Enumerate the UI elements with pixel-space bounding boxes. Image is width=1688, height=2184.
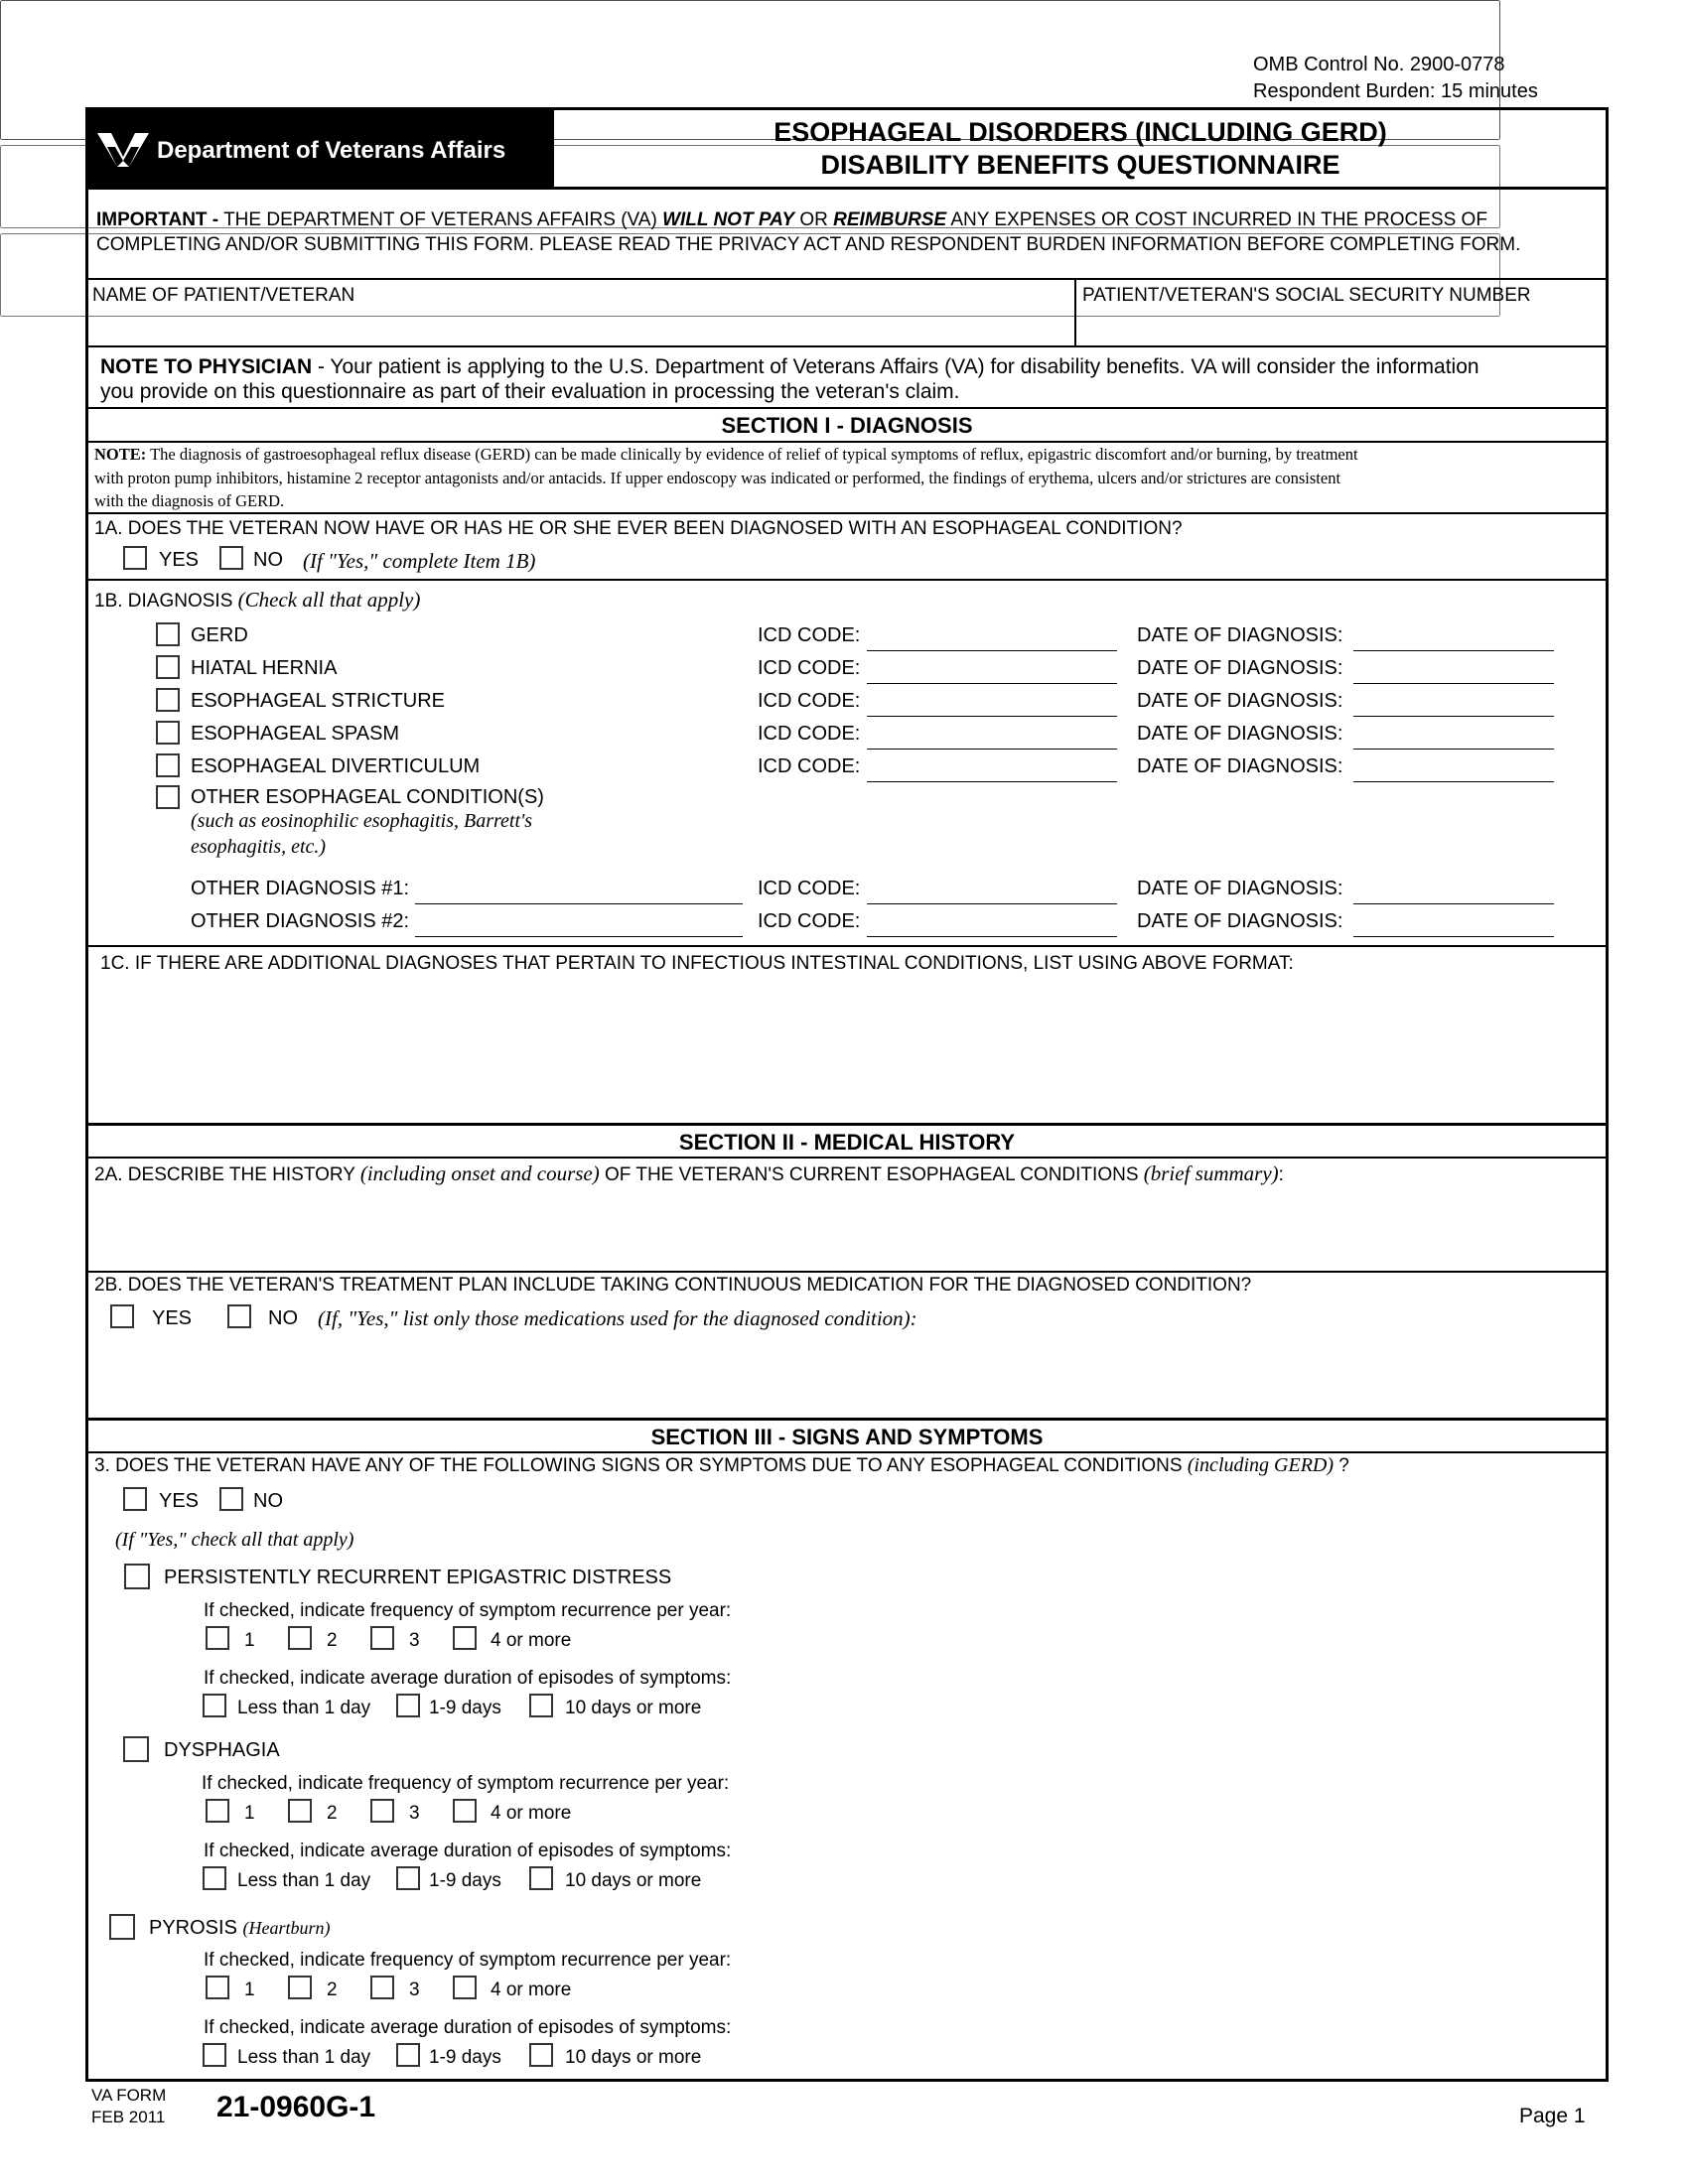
q2a-hint1: (including onset and course) [359,1161,600,1185]
pyrosis-freq-3-checkbox[interactable] [370,1976,394,1999]
q1b-hint: (Check all that apply) [237,588,421,612]
other-dx1-label: OTHER DIAGNOSIS #1: [191,878,410,899]
pyrosis-dur-lt1-label: Less than 1 day [237,2047,371,2068]
epigastric-freq-4-label: 4 or more [491,1630,572,1651]
dx-stricture-label: ESOPHAGEAL STRICTURE [191,690,445,712]
epigastric-freq-2-checkbox[interactable] [288,1626,312,1650]
important-text-3: ANY EXPENSES OR COST INCURRED IN THE PROCESS OF [946,209,1487,230]
pyrosis-hint: (Heartburn) [242,1918,331,1938]
pyrosis-freq-2-label: 2 [327,1979,338,2000]
symptom-dysphagia-checkbox[interactable] [123,1736,149,1762]
important-notice [96,209,1487,231]
q1b-lead: 1B. DIAGNOSIS [94,591,238,612]
other-dx1-date-field[interactable] [1353,903,1554,904]
patient-name-input[interactable] [92,311,1069,342]
important-notice-line2: COMPLETING AND/OR SUBMITTING THIS FORM. PLEASE READ THE PRIVACY ACT AND RESPONDENT BURDEN INFORMATION BEFORE COMPLETING FORM. [96,234,1521,255]
important-will-not-pay: WILL NOT PAY [662,209,795,230]
section1-title: SECTION I - DIAGNOSIS [721,413,973,438]
dx-hiatal-date-field[interactable] [1353,683,1554,684]
section1-note-lead: NOTE: [94,445,147,464]
rule-after-1a [85,579,1609,581]
dx-spasm-icd-label: ICD CODE: [758,723,861,745]
dx-other-hint2: esophagitis, etc.) [191,836,327,858]
section1-note-line1: The diagnosis of gastroesophageal reflux disease (GERD) can be made clinically by evidence of relief of typical symptoms of reflux, epigastric discomfort and/or burning, by treatment [146,445,1358,464]
q2a-lead: 2A. DESCRIBE THE HISTORY [94,1164,360,1185]
other-dx1-date-label: DATE OF DIAGNOSIS: [1137,878,1343,899]
dysphagia-dur-10plus-checkbox[interactable] [529,1866,553,1890]
symptom-epigastric-checkbox[interactable] [124,1564,150,1589]
pyrosis-freq-1-label: 1 [244,1979,255,2000]
question-1c: 1C. IF THERE ARE ADDITIONAL DIAGNOSES THAT PERTAIN TO INFECTIOUS INTESTINAL CONDITIONS, LIST USING ABOVE FORMAT: [100,953,1294,974]
dx-other-condition-checkbox[interactable] [156,785,180,809]
dx-diverticulum-checkbox[interactable] [156,753,180,777]
important-text-2: OR [794,209,834,230]
important-lead: IMPORTANT - [96,209,219,230]
dx-stricture-checkbox[interactable] [156,688,180,712]
pyrosis-dur-1to9-checkbox[interactable] [396,2043,420,2067]
dx-stricture-date-field[interactable] [1353,716,1554,717]
footer-page-number: Page 1 [1519,2105,1586,2127]
q1a-yes-label: YES [159,549,200,571]
dx-stricture-icd-field[interactable] [867,716,1117,717]
rule-before-section3 [85,1418,1609,1421]
epigastric-dur-10plus-label: 10 days or more [565,1698,702,1718]
other-dx2-date-label: DATE OF DIAGNOSIS: [1137,910,1343,932]
dysphagia-dur-1to9-label: 1-9 days [429,1870,501,1891]
important-text-1: THE DEPARTMENT OF VETERANS AFFAIRS (VA) [218,209,663,230]
q2a-mid: OF THE VETERAN'S CURRENT ESOPHAGEAL CONDITIONS [599,1164,1144,1185]
pyrosis-dur-lt1-checkbox[interactable] [203,2043,226,2067]
other-dx2-date-field[interactable] [1353,936,1554,937]
rule-before-2b [85,1271,1609,1273]
respondent-burden: Respondent Burden: 15 minutes [1253,80,1538,102]
q3-hint: (including GERD) [1187,1454,1335,1476]
epigastric-dur-lt1-checkbox[interactable] [203,1694,226,1717]
frame-left [85,107,88,2081]
q3-end: ? [1334,1455,1349,1476]
dx-stricture-date-label: DATE OF DIAGNOSIS: [1137,690,1343,712]
epigastric-freq-2-label: 2 [327,1630,338,1651]
pyrosis-dur-10plus-checkbox[interactable] [529,2043,553,2067]
dysphagia-freq-4-label: 4 or more [491,1803,572,1824]
dx-gerd-date-field[interactable] [1353,650,1554,651]
dysphagia-freq-prompt: If checked, indicate frequency of symptom recurrence per year: [202,1773,730,1794]
dx-gerd-date-label: DATE OF DIAGNOSIS: [1137,624,1343,646]
rule-after-section2-title [85,1157,1609,1159]
epigastric-dur-10plus-checkbox[interactable] [529,1694,553,1717]
pyrosis-text: PYROSIS [149,1917,237,1939]
frame-bottom [85,2079,1609,2082]
q1a-no-label: NO [253,549,283,571]
q2b-no-checkbox[interactable] [227,1304,251,1328]
q1a-no-checkbox[interactable] [219,546,243,570]
pyrosis-freq-prompt: If checked, indicate frequency of symptom recurrence per year: [204,1950,732,1971]
section3-title: SECTION III - SIGNS AND SYMPTOMS [650,1425,1044,1449]
dx-hiatal-icd-field[interactable] [867,683,1117,684]
dx-hiatal-hernia-checkbox[interactable] [156,655,180,679]
dysphagia-freq-1-label: 1 [244,1803,255,1824]
dysphagia-dur-lt1-checkbox[interactable] [203,1866,226,1890]
q3-lead: 3. DOES THE VETERAN HAVE ANY OF THE FOLLOWING SIGNS OR SYMPTOMS DUE TO ANY ESOPHAGEAL CONDITIONS [94,1455,1188,1476]
dx-hiatal-date-label: DATE OF DIAGNOSIS: [1137,657,1343,679]
footer-form-number: 21-0960G-1 [216,2091,376,2123]
q3-no-checkbox[interactable] [219,1487,243,1511]
section1-note-line2: with proton pump inhibitors, histamine 2 receptor antagonists and/or antacids. If upper endoscopy was indicated or performed, the findings of erythema, ulcers and/or strictures are consistent [94,469,1341,487]
epigastric-freq-3-label: 3 [409,1630,420,1651]
dx-diverticulum-icd-field[interactable] [867,781,1117,782]
symptom-pyrosis-checkbox[interactable] [109,1914,135,1940]
ssn-label: PATIENT/VETERAN'S SOCIAL SECURITY NUMBER [1082,285,1531,306]
epigastric-dur-prompt: If checked, indicate average duration of episodes of symptoms: [204,1668,732,1689]
rule-after-section3-title [85,1451,1609,1453]
dx-diverticulum-date-field[interactable] [1353,781,1554,782]
epigastric-freq-1-label: 1 [244,1630,255,1651]
footer-form-label: VA FORM [91,2086,167,2105]
dx-spasm-label: ESOPHAGEAL SPASM [191,723,400,745]
rule-before-section1 [85,407,1609,409]
dx-hiatal-hernia-label: HIATAL HERNIA [191,657,338,679]
dx-other-hint1: (such as eosinophilic esophagitis, Barrett's [191,810,533,832]
q2b-hint: (If, "Yes," list only those medications used for the diagnosed condition): [318,1306,917,1330]
pyrosis-freq-4-checkbox[interactable] [453,1976,477,1999]
question-3 [94,1454,1349,1477]
epigastric-dur-lt1-label: Less than 1 day [237,1698,371,1718]
q1a-hint: (If "Yes," complete Item 1B) [303,549,536,573]
va-logo-block [87,109,552,187]
footer-date: FEB 2011 [91,2108,166,2126]
agency-name: Department of Veterans Affairs [157,137,506,164]
pyrosis-dur-10plus-label: 10 days or more [565,2047,702,2068]
q1a-yes-checkbox[interactable] [123,546,147,570]
epigastric-freq-4-checkbox[interactable] [453,1626,477,1650]
q2a-hint2: (brief summary) [1143,1161,1279,1185]
rule-after-patient [85,345,1609,347]
pyrosis-freq-1-checkbox[interactable] [206,1976,229,1999]
dx-hiatal-icd-label: ICD CODE: [758,657,861,679]
other-dx2-field[interactable] [415,936,743,937]
frame-right [1606,107,1609,2081]
rule-after-note [85,512,1609,514]
symptom-dysphagia-label: DYSPHAGIA [164,1739,280,1761]
q3-check-hint: (If "Yes," check all that apply) [115,1529,354,1551]
other-dx1-icd-label: ICD CODE: [758,878,861,899]
question-2a [94,1161,1284,1186]
rule-after-important [85,278,1609,280]
dx-stricture-icd-label: ICD CODE: [758,690,861,712]
dysphagia-dur-1to9-checkbox[interactable] [396,1866,420,1890]
dx-spasm-date-field[interactable] [1353,749,1554,750]
rule-before-section2 [85,1123,1609,1126]
dx-gerd-label: GERD [191,624,248,646]
epigastric-freq-prompt: If checked, indicate frequency of symptom recurrence per year: [204,1600,732,1621]
pyrosis-freq-4-label: 4 or more [491,1979,572,2000]
pyrosis-dur-prompt: If checked, indicate average duration of episodes of symptoms: [204,2017,732,2038]
patient-name-label: NAME OF PATIENT/VETERAN [92,285,355,306]
symptom-pyrosis-label [149,1917,330,1940]
dysphagia-freq-2-checkbox[interactable] [288,1799,312,1823]
dx-gerd-icd-field[interactable] [867,650,1117,651]
note-physician-line1: - Your patient is applying to the U.S. Department of Veterans Affairs (VA) for disability benefits. VA will consider the information [312,355,1479,378]
form-title-line2: DISABILITY BENEFITS QUESTIONNAIRE [820,150,1340,180]
ssn-input[interactable] [1082,311,1603,342]
note-physician-lead: NOTE TO PHYSICIAN [100,355,313,378]
dx-gerd-icd-label: ICD CODE: [758,624,861,646]
dysphagia-freq-2-label: 2 [327,1803,338,1824]
note-to-physician [100,355,1479,379]
dx-spasm-checkbox[interactable] [156,721,180,745]
other-dx2-icd-field[interactable] [867,936,1117,937]
dysphagia-freq-4-checkbox[interactable] [453,1799,477,1823]
rule-before-1c [85,945,1609,947]
patient-field-divider [1074,278,1076,345]
dysphagia-freq-3-label: 3 [409,1803,420,1824]
section1-note [94,445,1358,465]
dx-diverticulum-label: ESOPHAGEAL DIVERTICULUM [191,755,481,777]
q2b-yes-label: YES [152,1307,193,1329]
section2-title: SECTION II - MEDICAL HISTORY [678,1130,1016,1155]
q3-yes-label: YES [159,1490,200,1512]
other-dx1-field[interactable] [415,903,743,904]
dx-diverticulum-icd-label: ICD CODE: [758,755,861,777]
epigastric-freq-1-checkbox[interactable] [206,1626,229,1650]
q2a-end: : [1278,1164,1284,1185]
dysphagia-dur-lt1-label: Less than 1 day [237,1870,371,1891]
form-title-line1: ESOPHAGEAL DISORDERS (INCLUDING GERD) [774,117,1387,147]
q3-yes-checkbox[interactable] [123,1487,147,1511]
dysphagia-freq-1-checkbox[interactable] [206,1799,229,1823]
other-dx1-icd-field[interactable] [867,903,1117,904]
important-reimburse: REIMBURSE [833,209,947,230]
header-bottom-rule [85,187,1609,190]
pyrosis-freq-3-label: 3 [409,1979,420,2000]
question-1b [94,588,420,613]
pyrosis-dur-1to9-label: 1-9 days [429,2047,501,2068]
other-dx2-icd-label: ICD CODE: [758,910,861,932]
epigastric-dur-1to9-label: 1-9 days [429,1698,501,1718]
dysphagia-dur-prompt: If checked, indicate average duration of episodes of symptoms: [204,1841,732,1861]
question-1a: 1A. DOES THE VETERAN NOW HAVE OR HAS HE OR SHE EVER BEEN DIAGNOSED WITH AN ESOPHAGEAL CONDITION? [94,518,1183,539]
omb-control-number: OMB Control No. 2900-0778 [1253,54,1505,75]
rule-after-section1-title [85,441,1609,443]
dx-gerd-checkbox[interactable] [156,622,180,646]
dx-other-condition-label: OTHER ESOPHAGEAL CONDITION(S) [191,786,544,808]
question-2b: 2B. DOES THE VETERAN'S TREATMENT PLAN INCLUDE TAKING CONTINUOUS MEDICATION FOR THE DIAGNOSED CONDITION? [94,1275,1252,1296]
epigastric-dur-1to9-checkbox[interactable] [396,1694,420,1717]
q2b-no-label: NO [268,1307,298,1329]
symptom-epigastric-label: PERSISTENTLY RECURRENT EPIGASTRIC DISTRESS [164,1567,672,1588]
va-seal-icon [93,127,153,171]
dx-spasm-date-label: DATE OF DIAGNOSIS: [1137,723,1343,745]
q3-no-label: NO [253,1490,283,1512]
q2b-yes-checkbox[interactable] [110,1304,134,1328]
epigastric-freq-3-checkbox[interactable] [370,1626,394,1650]
pyrosis-freq-2-checkbox[interactable] [288,1976,312,1999]
dysphagia-freq-3-checkbox[interactable] [370,1799,394,1823]
other-dx2-label: OTHER DIAGNOSIS #2: [191,910,410,932]
dx-spasm-icd-field[interactable] [867,749,1117,750]
dysphagia-dur-10plus-label: 10 days or more [565,1870,702,1891]
dx-diverticulum-date-label: DATE OF DIAGNOSIS: [1137,755,1343,777]
note-physician-line2: you provide on this questionnaire as part of their evaluation in processing the veteran's claim. [100,380,960,403]
section1-note-line3: with the diagnosis of GERD. [94,491,285,510]
